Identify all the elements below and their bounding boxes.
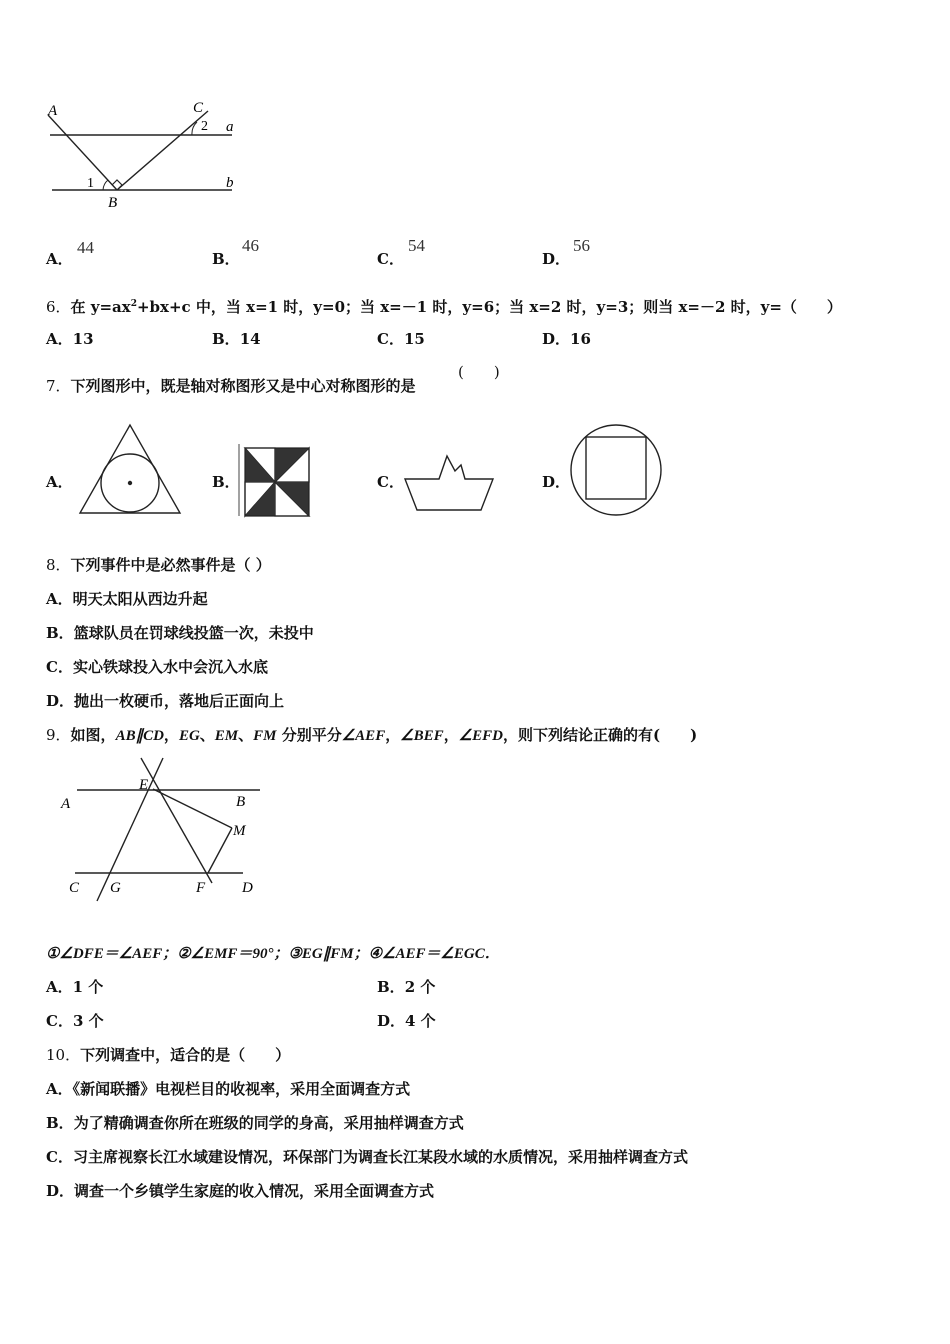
- option-letter: A．: [46, 473, 73, 491]
- q6-option-d[interactable]: [542, 329, 591, 349]
- option-text: 4 个: [405, 1012, 436, 1030]
- q5-option-c-value: 54: [408, 236, 425, 255]
- q9-text-b: 分别平分: [276, 726, 342, 744]
- label-B: B: [236, 794, 246, 810]
- q10-option-d[interactable]: [46, 1181, 434, 1201]
- q9-math-4: FM: [253, 728, 277, 744]
- q5-option-d-value: 56: [573, 236, 590, 255]
- q6-option-c[interactable]: [377, 329, 425, 349]
- label-F: F: [196, 880, 206, 896]
- q9-option-c[interactable]: [46, 1011, 104, 1031]
- q9-math-5: ∠AEF: [341, 728, 386, 744]
- q6-number: 6．: [46, 298, 71, 316]
- option-text: 明天太阳从西边升起: [72, 590, 208, 608]
- option-letter: C．: [377, 330, 404, 348]
- q6-text-a: 在 y=ax: [70, 298, 131, 316]
- triangle-incircle-figure: [76, 422, 184, 517]
- q8-number: 8．: [46, 556, 71, 574]
- q7-paren: ( ): [458, 363, 500, 381]
- option-text: 实心铁球投入水中会沉入水底: [72, 658, 268, 676]
- q5-option-a[interactable]: [46, 249, 73, 269]
- q9-math-6: ∠BEF: [400, 728, 444, 744]
- q9-sep-4: ，: [385, 726, 401, 744]
- option-letter: C．: [46, 1012, 73, 1030]
- option-text: 2 个: [404, 978, 436, 996]
- q5-option-d[interactable]: [542, 249, 570, 269]
- option-text: 为了精确调查你所在班级的同学的身高，采用抽样调查方式: [73, 1114, 464, 1132]
- q10-stem: [46, 1045, 290, 1065]
- q7-option-d[interactable]: [542, 472, 570, 492]
- q6-option-b[interactable]: [212, 329, 261, 349]
- q9-stem: [46, 725, 697, 746]
- label-A: A: [61, 796, 71, 812]
- q7-option-b[interactable]: [212, 472, 240, 492]
- pinwheel-figure: [237, 444, 313, 518]
- option-text: 《新闻联播》电视栏目的收视率，采用全面调查方式: [72, 1080, 411, 1098]
- q6-sup: 2: [130, 299, 137, 309]
- q9-math-2: EG: [178, 728, 200, 744]
- option-letter: A．: [46, 978, 73, 996]
- q5-option-b-value: 46: [242, 236, 259, 255]
- option-letter: D．: [542, 330, 571, 348]
- q7-number: 7．: [46, 377, 71, 395]
- option-letter: C．: [46, 1148, 73, 1166]
- option-letter: B．: [46, 1114, 74, 1132]
- q9-option-b[interactable]: [377, 977, 435, 997]
- q7-option-c[interactable]: [377, 472, 404, 492]
- option-text: 抛出一枚硬币，落地后正面向上: [74, 692, 285, 710]
- q10-option-b[interactable]: [46, 1113, 464, 1133]
- q6-text-b: +bx+c 中，当 x=1 时，y=0；当 x=－1 时，y=6；当 x=2 时，y=3；则当 x=－2 时，y=（ ）: [136, 298, 842, 316]
- option-value: 15: [403, 330, 425, 348]
- option-text: 篮球队员在罚球线投篮一次，未投中: [73, 624, 314, 642]
- q8-text: 下列事件中是必然事件是（ ）: [70, 556, 271, 574]
- label-a: a: [226, 119, 234, 135]
- option-value: 16: [570, 330, 591, 348]
- q8-option-d[interactable]: [46, 691, 284, 711]
- option-letter: B．: [212, 330, 240, 348]
- q9-text-a: 如图，: [70, 726, 116, 744]
- q5-option-b[interactable]: [212, 249, 240, 269]
- option-letter: A．: [46, 330, 73, 348]
- circle-square-figure: [568, 423, 664, 517]
- label-B: B: [108, 195, 118, 211]
- q6-stem: [46, 294, 842, 317]
- option-letter: C．: [377, 473, 404, 491]
- q9-sep-2: 、: [199, 726, 215, 744]
- option-text: 习主席视察长江水域建设情况，环保部门为调查长江某段水域的水质情况，采用抽样调查方式: [72, 1148, 688, 1166]
- q7-stem: [46, 376, 416, 396]
- q9-math-7: ∠EFD: [458, 728, 503, 744]
- q8-option-a[interactable]: [46, 589, 208, 609]
- q8-option-c[interactable]: [46, 657, 268, 677]
- angle-bisector-figure: [55, 755, 270, 910]
- option-letter: A．: [46, 1080, 73, 1098]
- angle-1-label: 1: [87, 176, 94, 191]
- label-b: b: [226, 175, 234, 191]
- label-M: M: [233, 823, 246, 839]
- label-E: E: [139, 777, 149, 793]
- option-letter: C．: [46, 658, 73, 676]
- option-text: 调查一个乡镇学生家庭的收入情况，采用全面调查方式: [74, 1182, 435, 1200]
- q10-number: 10．: [46, 1046, 81, 1064]
- option-letter: C．: [377, 250, 404, 268]
- q9-statements-text: ①∠DFE＝∠AEF；②∠EMF＝90°；③EG∥FM；④∠AEF＝∠EGC．: [46, 946, 500, 962]
- q7-text: 下列图形中，既是轴对称图形又是中心对称图形的是: [70, 377, 416, 395]
- q9-sep-1: ，: [163, 726, 179, 744]
- option-letter: B．: [212, 250, 240, 268]
- q8-option-b[interactable]: [46, 623, 314, 643]
- q9-sep-5: ，: [443, 726, 459, 744]
- option-value: 13: [72, 330, 94, 348]
- option-letter: B．: [377, 978, 405, 996]
- option-letter: D．: [542, 473, 571, 491]
- option-letter: D．: [46, 692, 75, 710]
- option-text: 1 个: [72, 978, 104, 996]
- label-C: C: [69, 880, 80, 896]
- boat-figure: [403, 452, 495, 514]
- q6-option-a[interactable]: [46, 329, 94, 349]
- q10-option-a[interactable]: [46, 1079, 410, 1099]
- label-D: D: [242, 880, 253, 896]
- option-text: 3 个: [72, 1012, 104, 1030]
- option-letter: B．: [46, 624, 74, 642]
- q9-statements: [46, 943, 500, 964]
- q9-option-d[interactable]: [377, 1011, 436, 1031]
- q7-option-a[interactable]: [46, 472, 73, 492]
- option-letter: A．: [46, 250, 73, 268]
- parallel-lines-figure: [40, 95, 250, 215]
- option-letter: D．: [542, 250, 571, 268]
- q8-stem: [46, 555, 271, 575]
- q9-sep-3: 、: [238, 726, 254, 744]
- q10-option-c[interactable]: [46, 1147, 688, 1167]
- q5-option-c[interactable]: [377, 249, 404, 269]
- option-letter: D．: [377, 1012, 406, 1030]
- option-value: 14: [239, 330, 261, 348]
- q9-number: 9．: [46, 726, 71, 744]
- q9-text-c: ，则下列结论正确的有( ): [503, 726, 698, 744]
- option-letter: D．: [46, 1182, 75, 1200]
- option-letter: B．: [212, 473, 240, 491]
- label-A: A: [48, 103, 58, 119]
- q10-text: 下列调查中，适合的是（ ）: [80, 1046, 291, 1064]
- label-C: C: [193, 100, 204, 116]
- label-G: G: [110, 880, 121, 896]
- q5-option-a-value: 44: [77, 238, 94, 257]
- angle-2-label: 2: [201, 119, 208, 134]
- q9-math-1: AB∥CD: [115, 728, 164, 744]
- option-letter: A．: [46, 590, 73, 608]
- q9-option-a[interactable]: [46, 977, 103, 997]
- q9-math-3: EM: [214, 728, 239, 744]
